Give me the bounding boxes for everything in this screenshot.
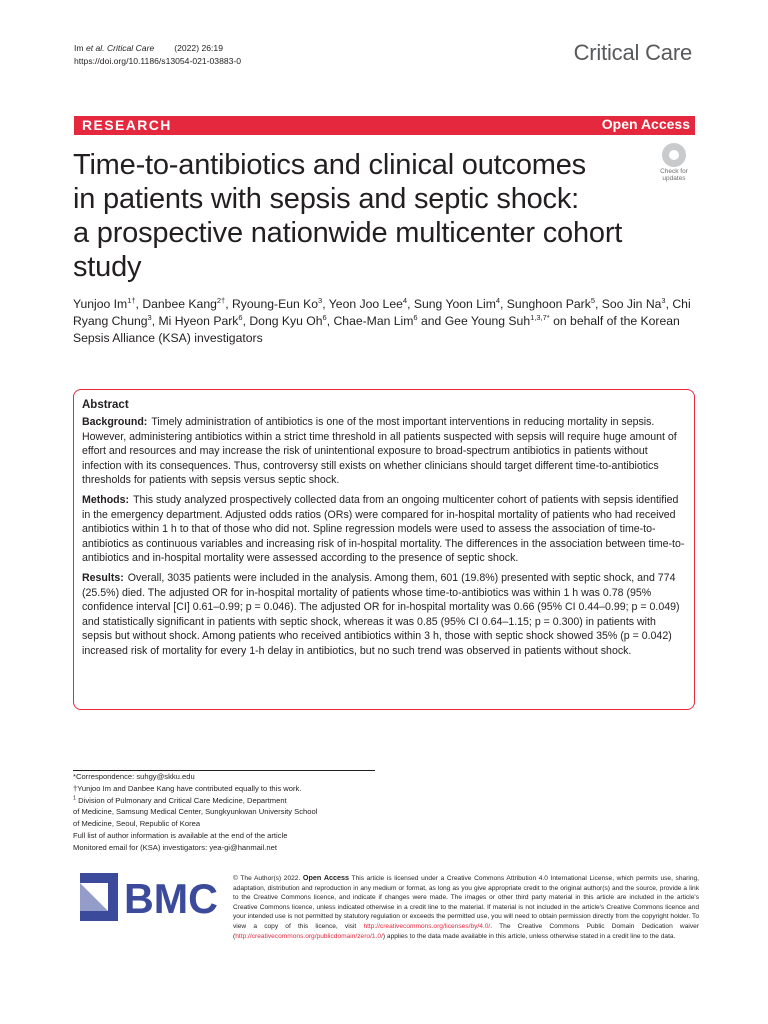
section-label: RESEARCH [82, 117, 172, 133]
check-updates-icon [662, 143, 686, 167]
author-affiliation-marker: 1† [127, 295, 136, 305]
author-name: Gee Young Suh [444, 314, 531, 329]
author-name: Mi Hyeon Park [158, 314, 239, 329]
affiliation-line-2: of Medicine, Samsung Medical Center, Sungkyunkwan University School [73, 807, 318, 817]
title-line-1: Time-to-antibiotics and clinical outcomes [73, 149, 586, 181]
abstract-heading: Abstract [82, 399, 129, 411]
citation-authors: Im [74, 43, 86, 53]
open-access-label: Open Access [601, 116, 690, 132]
abstract-background: Background: Timely administration of antibiotics is one of the most important interventions in reducing mortality in sepsis. However, administering antibiotics within a strict time threshold in all patients suspected with sepsis will require huge amount of effort and resources and may increase the risk of unintentional exposure to broad-spectrum antibiotics in patients without infection with its consequences. Thus, controversy still exists on whether clinicians should target different time-to-antibiotics thresholds for patients with sepsis versus septic shock. [82, 416, 677, 487]
author-affiliation-marker: 6 [413, 313, 418, 323]
public-domain-link[interactable]: http://creativecommons.org/publicdomain/zero/1.0/ [235, 932, 383, 940]
affiliation-note: $^1$ Division of Pulmonary and Critical Care Medicine, Department [73, 795, 287, 805]
journal-name: Critical Care [573, 40, 692, 65]
check-for-updates-badge[interactable] [654, 143, 694, 183]
author-name: Chae-Man Lim [333, 314, 414, 329]
author-name: Ryoung-Eun Ko [232, 297, 319, 311]
citation-year: (2022) 26:19 [174, 43, 223, 53]
author-name: Sunghoon Park [506, 297, 591, 311]
author-list [73, 296, 698, 348]
author-names: Yunjoo $Im^{1\dagger}$, Danbee Kang$^{2\dagger}$, Ryoung-Eun Ko$^3$, Yeon Joo Lee$^4$, Sung Yoon Lim$^4$, Sunghoon Park$^5$, Soo Jin Na$^3$, Chi Ryang Chung$^3$, Mi Hyeon Park$^6$, Dong Kyu Oh$^6$, Chae-Man Lim$^6$ and Gee Young Suh$^{1,3,7*}$ [73, 295, 691, 329]
article-title [73, 148, 653, 284]
author-name: Chi Ryang Chung [73, 297, 691, 329]
author-name: Yunjoo Im [73, 297, 128, 311]
author-name: Danbee Kang [142, 297, 217, 311]
license-text: © The Author(s) 2022. Open Access This article is licensed under a Creative Commons Attribution 4.0 International License, which permits use, sharing, adaptation, distribution and reproduction in any medium or format, as long as you give appropriate credit to the original author(s) and the source, provide a link to the Creative Commons licence, and indicate if changes were made. The images or other third party material in this article are included in the article's Creative Commons licence, unless indicated otherwise in a credit line to the material. If material is not included in the article's Creative Commons licence and your intended use is not permitted by statutory regulation or exceeds the permitted use, you will need to obtain permission directly from the copyright holder. To view a copy of this licence, visit http://creativecommons.org/licenses/by/4.0/. The Creative Commons Public Domain Dedication waiver (http://creativecommons.org/publicdomain/zero/1.0/) applies to the data made available in this article, unless otherwise stated in a credit line to the data. [233, 873, 700, 940]
doi-link[interactable]: https://doi.org/10.1186/s13054-021-03883-0 [74, 56, 242, 66]
author-affiliation-marker: 4 [402, 295, 408, 305]
author-name: Yeon Joo Lee [328, 297, 403, 311]
title-line-2: in patients with sepsis and septic shock: [73, 183, 580, 215]
author-affiliation-marker: 6 [322, 313, 327, 323]
license-link[interactable]: http://creativecommons.org/licenses/by/4.0/ [363, 922, 491, 930]
citation-block [74, 42, 241, 68]
footnotes [73, 771, 373, 854]
abstract-box [73, 389, 695, 710]
author-name: Soo Jin Na [601, 297, 662, 311]
check-updates-text: Check for updates [660, 168, 688, 182]
title-line-4: study [73, 251, 142, 283]
equal-contribution-note: †Yunjoo Im and Danbee Kang have contributed equally to this work. [73, 783, 302, 793]
author-name: Sung Yoon Lim [413, 297, 496, 311]
title-line-3: a prospective nationwide multicenter cohort [73, 217, 623, 249]
author-affiliation-marker: 2† [216, 295, 226, 305]
author-affiliation-marker: 3 [661, 295, 666, 305]
author-affiliation-marker: 6 [238, 313, 243, 323]
author-affiliation-marker: 3 [318, 295, 323, 305]
author-suffix: on behalf of the Korean Sepsis Alliance (KSA) investigators [73, 314, 680, 346]
citation-journal: et al. Critical Care [85, 43, 155, 53]
citation-line [74, 42, 241, 55]
author-name: Dong Kyu Oh [249, 314, 323, 329]
abstract-methods: Methods: This study analyzed prospectively collected data from an ongoing multicenter cohort of patients with sepsis identified in the emergency department. Adjusted odds ratios (ORs) were compared for in-hospital mortality of patients who had received antibiotics within 1 h to that of those who did not. Spline regression models were used to assess the association of time-to-antibiotics as continuous variables and increasing risk of in-hospital mortality. The differences in the association between time-to-antibiotics and in-hospital mortality were assessed according to the presence of septic shock. [82, 493, 685, 565]
author-affiliation-marker: 3 [147, 313, 152, 323]
affiliation-line-3: of Medicine, Seoul, Republic of Korea [73, 819, 201, 829]
section-banner [74, 116, 695, 135]
abstract-results: Results: Overall, 3035 patients were included in the analysis. Among them, 601 (19.8%) presented with septic shock, and 774 (25.5%) died. The adjusted OR for in-hospital mortality of patients whose time-to-antibiotics was within 1 h was 0.78 (95% confidence interval [CI] 0.61–0.99; p = 0.046). The adjusted OR for in-hospital mortality was 0.66 (95% CI 0.44–0.99; p = 0.049) and statistically significant in patients with septic shock, whereas it was 0.85 (95% CI 0.64–1.15; p = 0.300) in patients with sepsis but without shock. Among patients who received antibiotics within 3 h, those with septic shock showed 35% (p = 0.042) increased risk of mortality for every 1-h delay in antibiotics, but no such trend was observed in patients without shock. [82, 571, 680, 657]
author-affiliation-marker: 4 [495, 295, 501, 305]
bmc-logo-text: BMC [124, 875, 218, 921]
author-affiliation-marker: 5 [590, 295, 595, 305]
author-affiliation-marker: 1,3,7* [530, 313, 550, 323]
author-info-note: Full list of author information is available at the end of the article [73, 830, 288, 840]
monitored-email-note: Monitored email for (KSA) investigators: yea-gi@hanmail.net [73, 842, 277, 852]
bmc-logo [80, 873, 220, 921]
correspondence-note: *Correspondence: suhgy@skku.edu [73, 772, 195, 781]
